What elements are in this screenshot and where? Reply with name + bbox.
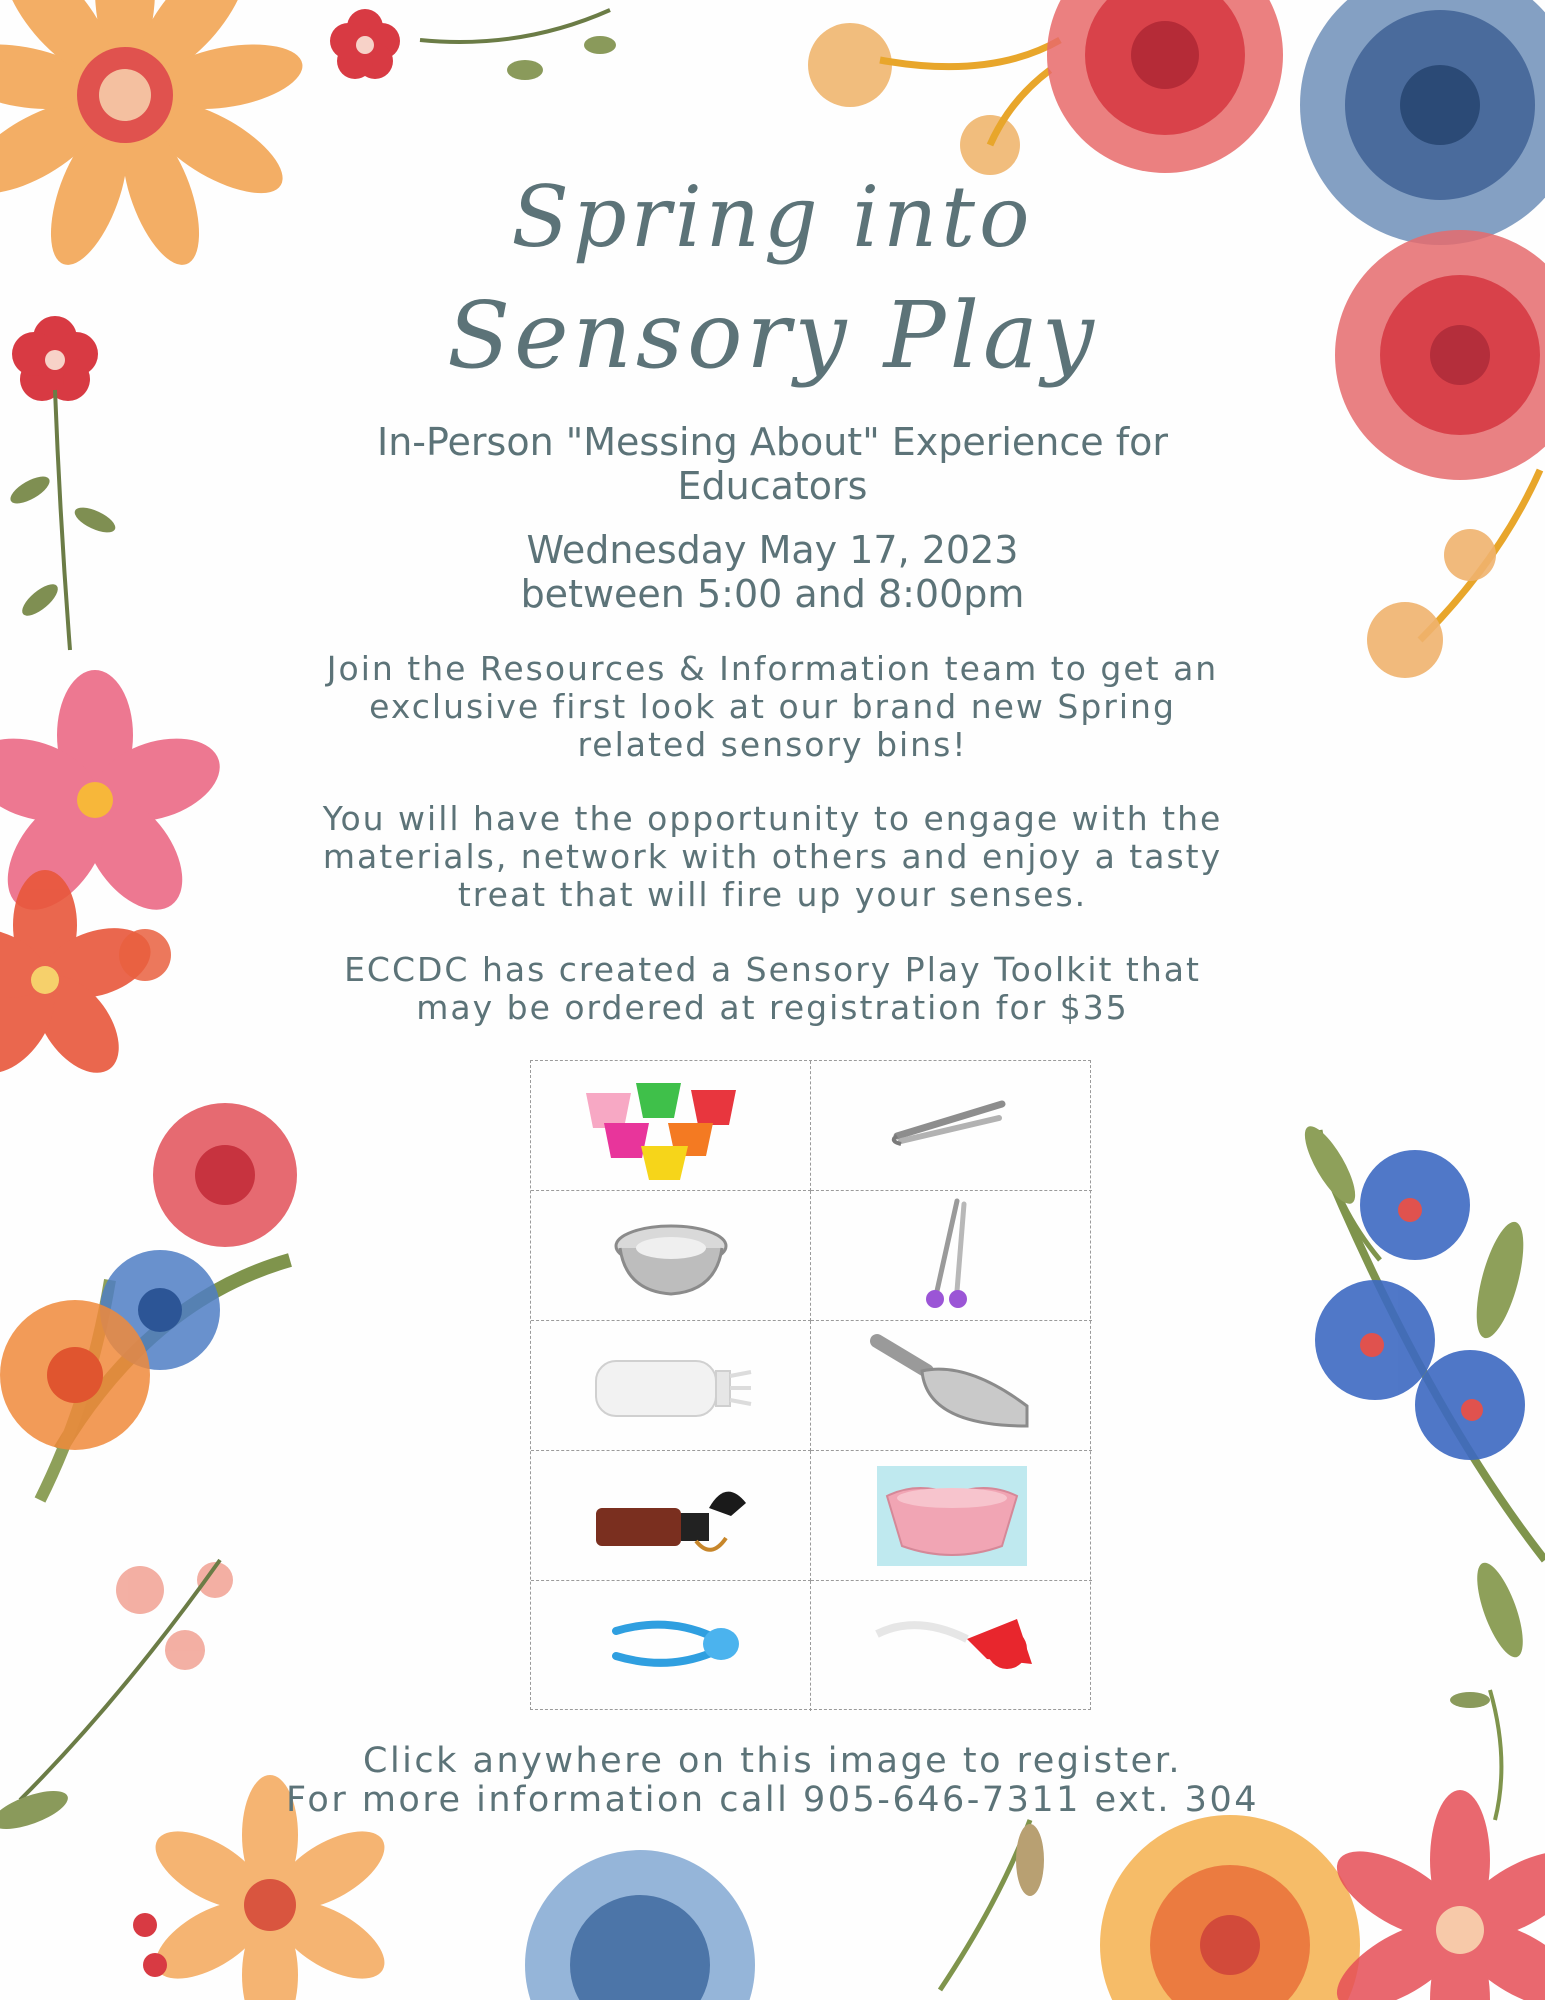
scoop-tongs-image bbox=[531, 1581, 811, 1711]
silicone-cups-image bbox=[531, 1061, 811, 1191]
title-line-1: Spring into bbox=[511, 168, 1034, 266]
toolkit-line: may be ordered at registration for $35 bbox=[416, 988, 1129, 1027]
small-red-flower bbox=[330, 9, 400, 79]
opportunity-line: treat that will fire up your senses. bbox=[457, 875, 1088, 914]
opportunity-line: materials, network with others and enjoy a tasty bbox=[322, 837, 1223, 876]
toolkit-line: ECCDC has created a Sensory Play Toolkit that bbox=[344, 950, 1201, 989]
subtitle-line-2: Educators bbox=[677, 464, 868, 508]
orange-flower-left-bouquet bbox=[0, 1300, 150, 1450]
funnel-tube-image bbox=[811, 1581, 1092, 1711]
intro-line: exclusive first look at our brand new Spring bbox=[369, 687, 1176, 726]
tongs-image bbox=[811, 1061, 1092, 1191]
pink-blossoms-left bbox=[116, 1562, 233, 1670]
scoop-image bbox=[811, 1321, 1092, 1451]
small-tongs-image bbox=[811, 1191, 1092, 1321]
opportunity-line: You will have the opportunity to engage with the bbox=[322, 799, 1223, 838]
red-flower-left-bouquet bbox=[153, 1103, 297, 1247]
red-flower-bottom-right bbox=[1324, 1790, 1545, 2000]
orange-buds-top bbox=[808, 23, 1020, 175]
event-date: Wednesday May 17, 2023 bbox=[526, 528, 1019, 572]
toolkit-items-grid bbox=[530, 1060, 1091, 1710]
contact-info: For more information call 905-646-7311 ext. 304 bbox=[286, 1780, 1259, 1820]
register-instruction: Click anywhere on this image to register. bbox=[363, 1741, 1182, 1781]
subtitle-line-1: In-Person "Messing About" Experience for bbox=[376, 420, 1168, 464]
intro-line: Join the Resources & Information team to get an bbox=[326, 649, 1219, 688]
red-dahlia-top bbox=[1047, 0, 1283, 173]
orange-flower-bottom-right bbox=[1100, 1815, 1360, 2000]
pink-bowl-image bbox=[811, 1451, 1092, 1581]
event-time: between 5:00 and 8:00pm bbox=[520, 572, 1025, 616]
squeeze-bottle-image bbox=[531, 1321, 811, 1451]
mini-strainer-image bbox=[531, 1191, 811, 1321]
spray-bottle-image bbox=[531, 1451, 811, 1581]
title-line-2: Sensory Play bbox=[447, 282, 1098, 389]
blue-flower-bottom bbox=[525, 1850, 755, 2000]
intro-line: related sensory bins! bbox=[577, 725, 968, 764]
